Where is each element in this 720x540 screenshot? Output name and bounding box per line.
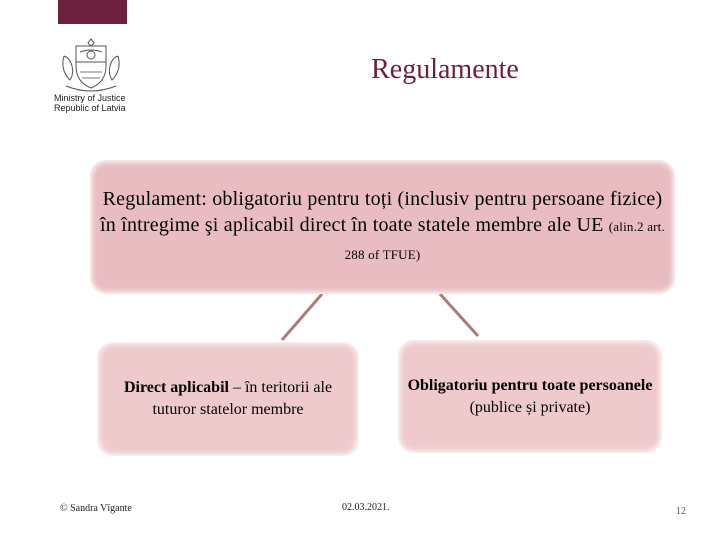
connector-left xyxy=(282,294,322,340)
ministry-line-1: Ministry of Justice xyxy=(54,93,126,103)
footer-author: © Sandra Vīgante xyxy=(60,503,132,514)
direct-applicability-bold: Direct aplicabil xyxy=(123,379,229,396)
footer-date: 02.03.2021. xyxy=(342,502,390,513)
direct-applicability-text: – în teritorii ale tuturor statelor membre xyxy=(152,379,333,418)
ministry-line-2: Republic of Latvia xyxy=(54,103,126,113)
regulation-definition xyxy=(90,186,675,268)
binding-statement xyxy=(398,375,662,419)
binding-box xyxy=(398,340,662,453)
regulation-definition-box xyxy=(90,160,675,294)
treaty-reference: (alin.2 art. 288 of TFUE) xyxy=(344,219,665,262)
slide-number: 12 xyxy=(676,506,686,517)
direct-applicability xyxy=(97,377,359,421)
connector-right xyxy=(440,294,478,336)
page-title: Regulamente xyxy=(371,54,519,85)
direct-applicability-box xyxy=(97,342,359,456)
binding-bold: Obligatoriu pentru toate persoanele xyxy=(407,376,653,394)
regulation-definition-text: Regulament: obligatoriu pentru toți (inclusiv pentru persoane fizice) în întregime şi aplicabil direct în toate statele membre ale UE xyxy=(100,188,663,236)
binding-text: (publice și private) xyxy=(469,398,591,416)
